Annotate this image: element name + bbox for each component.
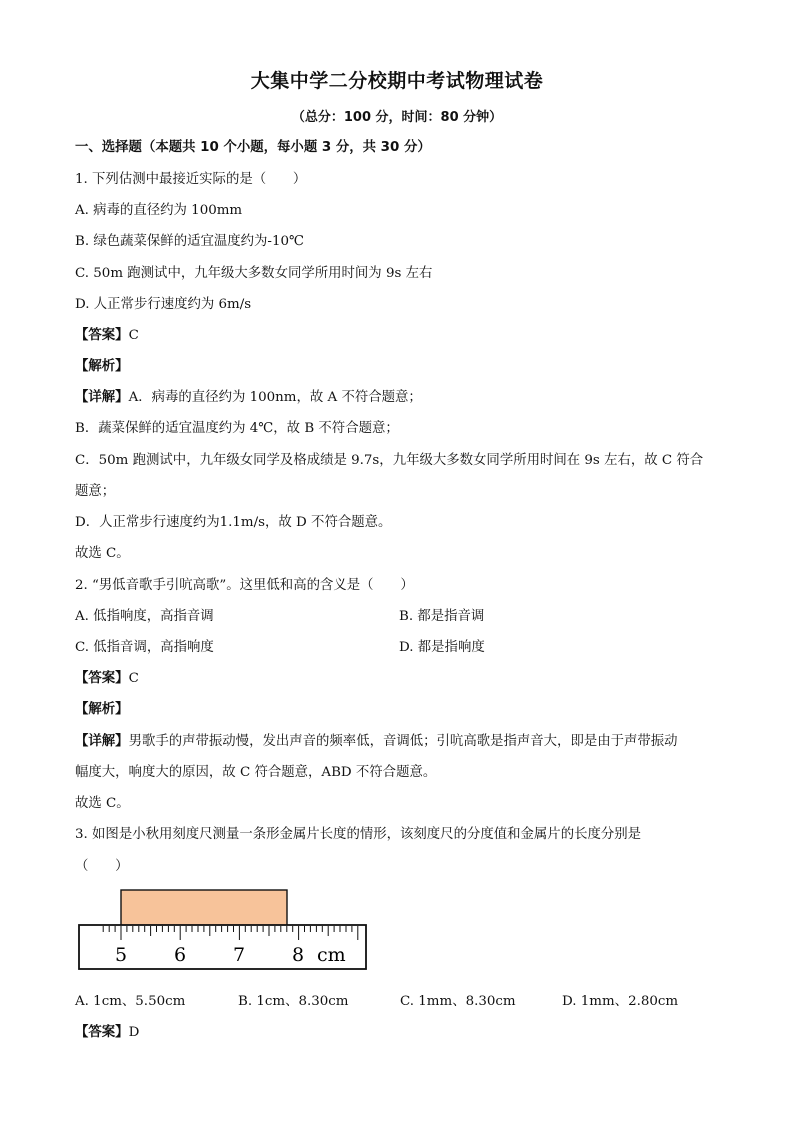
q1-detail-3a: C．50m 跑测试中，九年级女同学及格成绩是 9.7s，九年级大多数女同学所用时间在 9s 左右，故 C 符合 bbox=[75, 453, 704, 468]
ruler-label-7: 7 bbox=[233, 944, 246, 966]
detail-tag: 【详解】 bbox=[75, 734, 129, 749]
ruler-figure bbox=[76, 885, 376, 977]
answer-value: C bbox=[128, 328, 139, 343]
q2-option-a: A. 低指响度，高指音调 bbox=[75, 609, 214, 624]
detail-text: 男歌手的声带振动慢，发出声音的频率低，音调低；引吭高歌是指声音大，即是由于声带振动 bbox=[128, 734, 678, 749]
q2-option-b: B. 都是指音调 bbox=[399, 609, 485, 624]
ruler-label-6: 6 bbox=[174, 944, 187, 966]
answer-tag: 【答案】 bbox=[75, 328, 129, 343]
q1-detail-4: D．人正常步行速度约为1.1m/s，故 D 不符合题意。 bbox=[75, 515, 392, 530]
section-heading: 一、选择题（本题共 10 个小题，每小题 3 分，共 30 分） bbox=[75, 140, 431, 155]
q3-option-d: D. 1mm、2.80cm bbox=[562, 994, 679, 1009]
q2-detail-1b: 幅度大，响度大的原因，故 C 符合题意，ABD 不符合题意。 bbox=[75, 765, 437, 780]
q2-detail-1a bbox=[75, 730, 678, 749]
q1-option-d: D. 人正常步行速度约为 6m/s bbox=[75, 297, 252, 312]
q1-analysis-tag: 【解析】 bbox=[75, 359, 129, 374]
q1-answer bbox=[75, 324, 139, 343]
q2-stem: 2. “男低音歌手引吭高歌”。这里低和高的含义是（ ） bbox=[75, 578, 414, 593]
q3-option-c: C. 1mm、8.30cm bbox=[400, 994, 516, 1009]
q1-option-c: C. 50m 跑测试中，九年级大多数女同学所用时间为 9s 左右 bbox=[75, 266, 433, 281]
detail-text: A．病毒的直径约为 100nm，故 A 不符合题意； bbox=[128, 390, 422, 405]
metal-strip bbox=[121, 890, 287, 926]
q2-analysis-tag: 【解析】 bbox=[75, 702, 129, 717]
answer-tag: 【答案】 bbox=[75, 1025, 129, 1040]
q3-option-b: B. 1cm、8.30cm bbox=[238, 994, 349, 1009]
q3-stem-a: 3. 如图是小秋用刻度尺测量一条形金属片长度的情形，该刻度尺的分度值和金属片的长度分别是 bbox=[75, 827, 642, 842]
q2-answer bbox=[75, 667, 139, 686]
detail-tag: 【详解】 bbox=[75, 390, 129, 405]
q1-detail-1 bbox=[75, 386, 422, 405]
page-subtitle: （总分：100 分，时间：80 分钟） bbox=[291, 110, 503, 125]
q1-option-b: B. 绿色蔬菜保鲜的适宜温度约为-10℃ bbox=[75, 234, 304, 249]
q2-option-c: C. 低指音调，高指响度 bbox=[75, 640, 214, 655]
q1-detail-3b: 题意； bbox=[75, 484, 116, 499]
q3-stem-b: （ ） bbox=[75, 859, 129, 874]
q1-conclusion: 故选 C。 bbox=[75, 546, 130, 561]
q1-option-a: A. 病毒的直径约为 100mm bbox=[75, 203, 243, 218]
answer-value: D bbox=[128, 1025, 140, 1040]
q2-option-d: D. 都是指响度 bbox=[399, 640, 485, 655]
answer-value: C bbox=[128, 671, 139, 686]
ruler-label-5: 5 bbox=[115, 944, 128, 966]
q3-option-a: A. 1cm、5.50cm bbox=[75, 994, 186, 1009]
q2-conclusion: 故选 C。 bbox=[75, 796, 130, 811]
page-title: 大集中学二分校期中考试物理试卷 bbox=[250, 70, 544, 92]
ruler-unit: cm bbox=[317, 944, 346, 966]
ruler-label-8: 8 bbox=[292, 944, 305, 966]
q1-detail-2: B．蔬菜保鲜的适宜温度约为 4℃，故 B 不符合题意； bbox=[75, 421, 399, 436]
q1-stem: 1. 下列估测中最接近实际的是（ ） bbox=[75, 172, 307, 187]
q3-answer bbox=[75, 1021, 139, 1040]
answer-tag: 【答案】 bbox=[75, 671, 129, 686]
